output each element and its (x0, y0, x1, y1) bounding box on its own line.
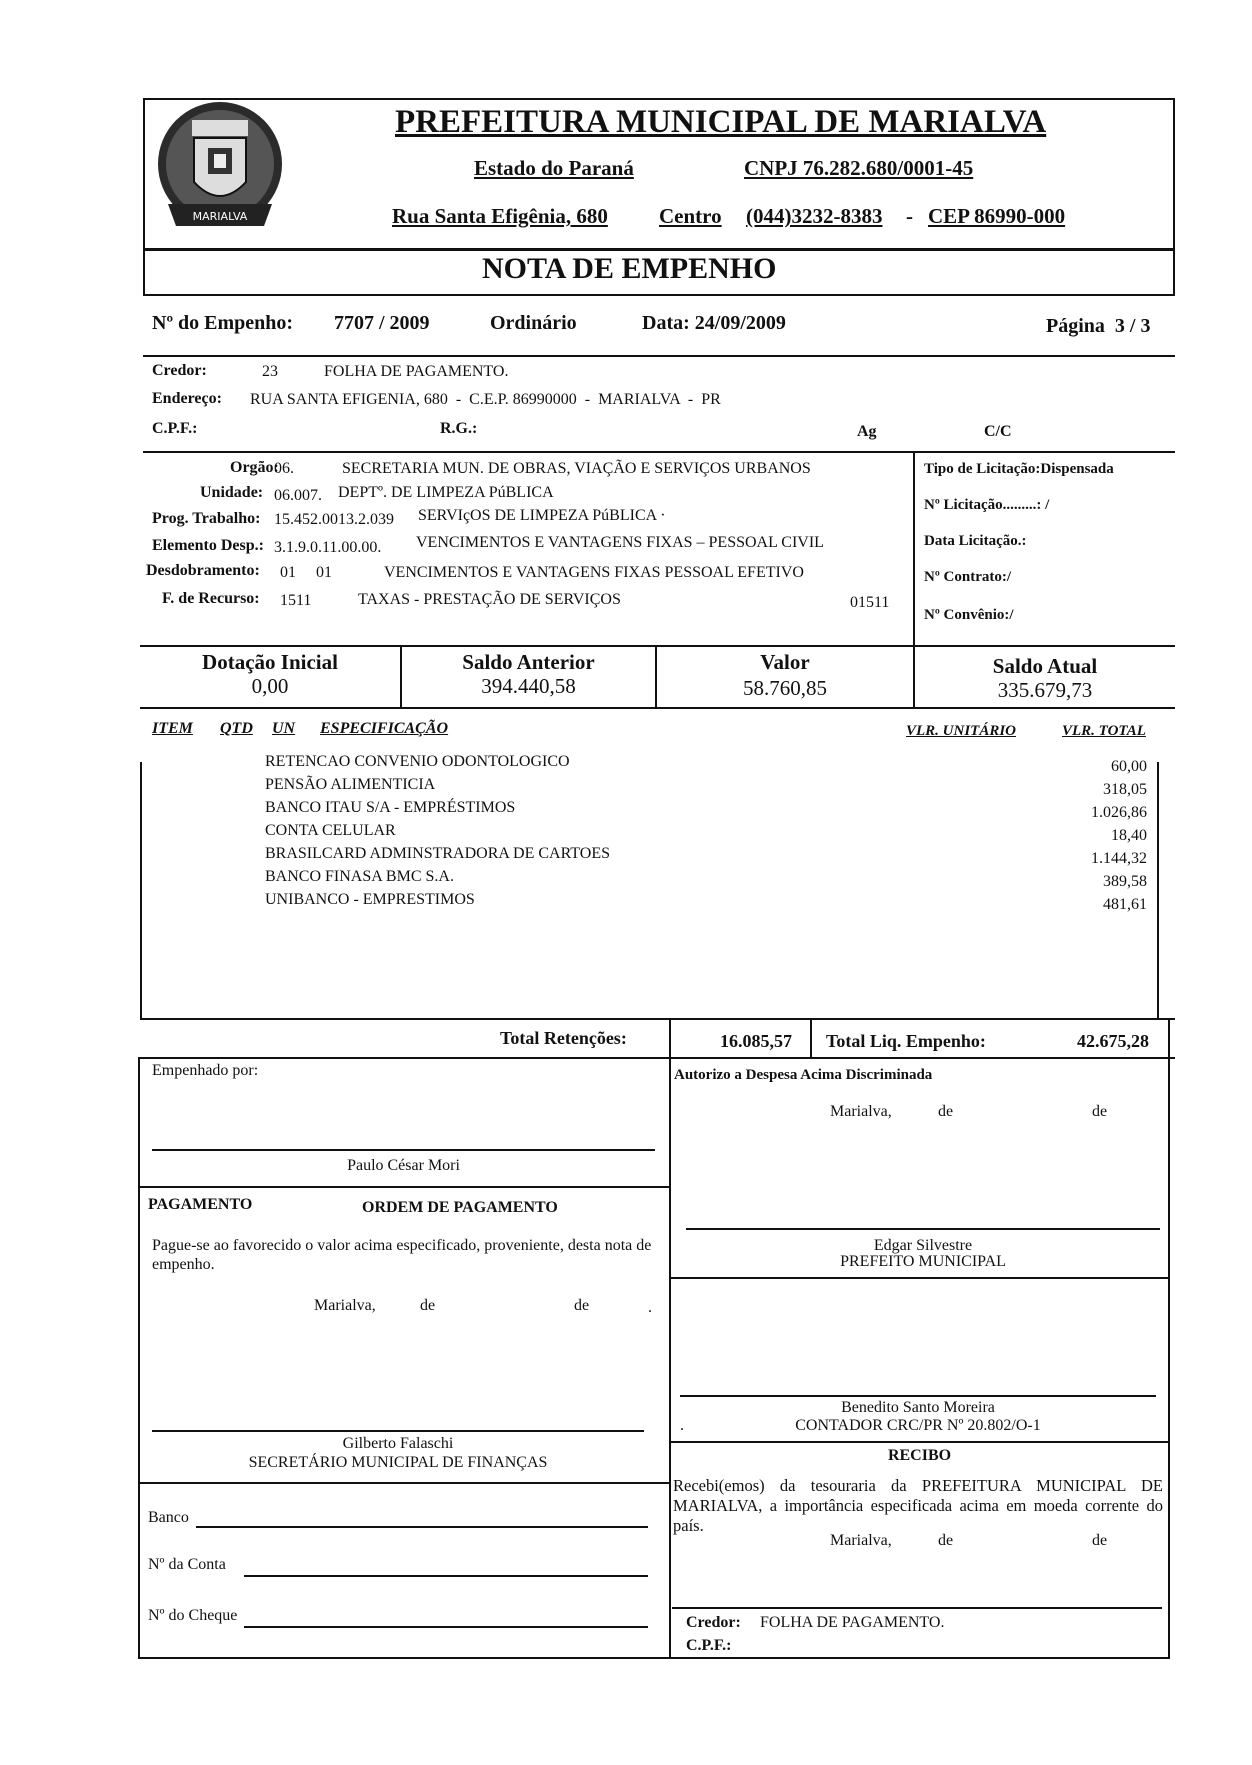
empenho-value: 7707 / 2009 (334, 312, 430, 334)
contador-signature-line (680, 1395, 1156, 1397)
list-item: BRASILCARD ADMINSTRADORA DE CARTOES 1.144,32 (265, 845, 1147, 867)
col-especificacao: ESPECIFICAÇÃO (320, 720, 449, 737)
address-text: Rua Santa Efigênia, 680 (392, 204, 608, 228)
desd-label: Desdobramento: (146, 562, 260, 579)
banco-divider (138, 1482, 670, 1484)
totals-divider (140, 707, 1175, 709)
col-un: UN (272, 720, 296, 737)
document-title: NOTA DE EMPENHO (482, 252, 777, 285)
col-item: ITEM (152, 720, 193, 737)
conta-label: Nº da Conta (148, 1556, 226, 1573)
contador-role: CONTADOR CRC/PR Nº 20.802/O-1 (795, 1417, 1041, 1434)
valor-label: Valor (760, 650, 810, 674)
empenhado-name: Paulo César Mori (347, 1157, 460, 1174)
licitacao-tipo: Tipo de Licitação:Dispensada (924, 461, 1114, 477)
center-text: Centro (659, 204, 722, 228)
autorizo-text: Autorizo a Despesa Acima Discriminada (674, 1067, 933, 1083)
right-de-2a: de (938, 1532, 954, 1549)
page-title: PREFEITURA MUNICIPAL DE MARIALVA (395, 104, 1047, 140)
contador-name: Benedito Santo Moreira (841, 1399, 995, 1416)
dash-text: - (906, 204, 913, 228)
empenho-label: Nº do Empenho: (152, 312, 294, 334)
col-vlr-total: VLR. TOTAL (1062, 723, 1146, 739)
left-de-2: de (574, 1297, 590, 1314)
page-number: Página 3 / 3 (1046, 315, 1151, 337)
recurso-label: F. de Recurso: (162, 590, 260, 607)
bottom-edge (138, 1657, 1170, 1659)
bottom-center-border (669, 1057, 671, 1659)
col-qtd: QTD (220, 720, 253, 737)
licitacao-contrato: Nº Contrato:/ (924, 569, 1012, 585)
secretario-signature-line (152, 1430, 644, 1432)
contador-dot: . (680, 1417, 684, 1434)
empenhado-label: Empenhado por: (152, 1062, 259, 1079)
empenhado-signature-line (152, 1149, 655, 1151)
prefeito-name: Edgar Silvestre (873, 1237, 973, 1254)
saldo-anterior-value: 394.440,58 (481, 674, 576, 698)
summary-bottom (140, 1057, 1175, 1059)
summary-top (140, 1018, 1175, 1020)
phone-text: (044)3232-8383 (746, 204, 883, 228)
ag-label: Ag (857, 423, 877, 440)
recibo-text: Recebi(emos) da tesouraria da PREFEITURA MUNICIPAL DE MARIALVA, a importância especificada acima em moeda corrente do país. (673, 1476, 1163, 1535)
right-de-1a: de (938, 1103, 954, 1120)
prog-label: Prog. Trabalho: (152, 510, 261, 527)
saldo-anterior-label: Saldo Anterior (462, 650, 595, 674)
orgao-code: 06. (274, 460, 294, 477)
cep-text: CEP 86990-000 (928, 204, 1066, 228)
left-marialva: Marialva, (314, 1297, 376, 1314)
valor-value: 58.760,85 (743, 676, 827, 700)
state-text: Estado do Paraná (474, 156, 634, 180)
orgao-name: SECRETARIA MUN. DE OBRAS, VIAÇÃO E SERVIÇOS URBANOS (342, 460, 811, 477)
recurso-name: TAXAS - PRESTAÇÃO DE SERVIÇOS (358, 591, 621, 608)
prog-name: SERVIçOS DE LIMPEZA PúBLICA · (418, 507, 666, 524)
saldo-atual-value: 335.679,73 (997, 678, 1093, 702)
recibo-credor-value: FOLHA DE PAGAMENTO. (760, 1614, 945, 1631)
total-liq-value: 42.675,28 (1077, 1031, 1149, 1051)
recibo-cpf-label: C.P.F.: (686, 1637, 732, 1654)
items-left-border (140, 762, 142, 1018)
right-marialva-1: Marialva, (830, 1103, 892, 1120)
unidade-code: 06.007. (274, 487, 322, 504)
licitacao-data: Data Licitação.: (924, 533, 1027, 549)
recibo-title: RECIBO (887, 1447, 952, 1464)
empenho-date: Data: 24/09/2009 (642, 312, 786, 334)
cheque-label: Nº do Cheque (148, 1607, 238, 1624)
licitacao-convenio: Nº Convênio:/ (924, 607, 1014, 623)
saldo-atual-label: Saldo Atual (992, 654, 1098, 678)
credor-label: Credor: (152, 362, 207, 379)
banco-label: Banco (148, 1509, 189, 1526)
unidade-name: DEPTº. DE LIMPEZA PúBLICA (338, 484, 554, 501)
conta-line (244, 1575, 648, 1577)
crest-text: MARIALVA (192, 210, 248, 223)
elem-code: 3.1.9.0.11.00.00. (274, 539, 382, 556)
elem-label: Elemento Desp.: (152, 537, 264, 554)
contador-divider (669, 1277, 1170, 1279)
credor-name: FOLHA DE PAGAMENTO. (324, 363, 509, 380)
secretario-role: SECRETÁRIO MUNICIPAL DE FINANÇAS (248, 1454, 548, 1471)
list-item: BANCO ITAU S/A - EMPRÉSTIMOS 1.026,86 (265, 799, 1147, 821)
licitacao-divider (913, 451, 915, 647)
banco-line (196, 1526, 648, 1528)
desd-code2: 01 (316, 564, 332, 581)
unidade-label: Unidade: (200, 484, 264, 501)
prog-code: 15.452.0013.2.039 (274, 511, 394, 528)
cpf-label: C.P.F.: (152, 420, 198, 437)
info-divider (143, 355, 1175, 357)
cheque-line (244, 1626, 648, 1628)
recibo-credor-label: Credor: (686, 1614, 741, 1631)
dotacao-value: 0,00 (251, 674, 289, 698)
ordem-title: ORDEM DE PAGAMENTO (362, 1199, 558, 1216)
orgao-label: Orgão: (230, 459, 279, 476)
orgao-divider (140, 645, 1175, 647)
licitacao-numero: Nº Licitação.........: / (924, 497, 1050, 513)
secretario-name: Gilberto Falaschi (342, 1435, 454, 1452)
list-item: PENSÃO ALIMENTICIA 318,05 (265, 776, 1147, 798)
items-right-border (1157, 762, 1159, 1018)
total-liq-label: Total Liq. Empenho: (826, 1031, 986, 1051)
desd-name: VENCIMENTOS E VANTAGENS FIXAS PESSOAL EFETIVO (384, 564, 804, 581)
credor-code: 23 (262, 363, 278, 380)
total-retencoes-value: 16.085,57 (720, 1031, 792, 1051)
left-de-1: de (420, 1297, 436, 1314)
credor-divider (143, 451, 1175, 453)
list-item: BANCO FINASA BMC S.A. 389,58 (265, 868, 1147, 890)
col-vlr-unitario: VLR. UNITÁRIO (906, 723, 1017, 739)
bottom-right-border (1168, 1057, 1170, 1659)
summary-div-2 (810, 1018, 812, 1059)
rg-label: R.G.: (440, 420, 478, 437)
pagamento-title: PAGAMENTO (148, 1196, 253, 1213)
credor-sign-line (672, 1607, 1162, 1609)
recurso-num: 01511 (850, 594, 890, 611)
recibo-divider (669, 1441, 1170, 1443)
summary-div-1 (669, 1018, 671, 1059)
prefeito-signature-line (686, 1228, 1160, 1230)
cc-label: C/C (984, 423, 1012, 440)
endereco-value: RUA SANTA EFIGENIA, 680 - C.E.P. 86990000 - MARIALVA - PR (250, 391, 721, 408)
empenho-type: Ordinário (490, 312, 577, 334)
prefeito-role: PREFEITO MUNICIPAL (840, 1253, 1006, 1270)
pague-text: Pague-se ao favorecido o valor acima especificado, proveniente, desta nota de empenho. (152, 1237, 652, 1273)
recurso-code: 1511 (280, 592, 312, 609)
total-retencoes-label: Total Retenções: (500, 1028, 627, 1048)
right-de-1b: de (1092, 1103, 1108, 1120)
left-dot: . (648, 1299, 652, 1316)
endereco-label: Endereço: (152, 390, 222, 407)
summary-right (1168, 1018, 1170, 1059)
pagamento-divider (138, 1186, 670, 1188)
list-item: UNIBANCO - EMPRESTIMOS 481,61 (265, 891, 1147, 913)
bottom-left-border (138, 1057, 140, 1659)
right-de-2b: de (1092, 1532, 1108, 1549)
cnpj-text: CNPJ 76.282.680/0001-45 (744, 156, 974, 180)
crest-logo (150, 92, 290, 242)
desd-code1: 01 (280, 564, 296, 581)
right-marialva-2: Marialva, (830, 1532, 892, 1549)
list-item: CONTA CELULAR 18,40 (265, 822, 1147, 844)
dotacao-label: Dotação Inicial (202, 650, 338, 674)
list-item: RETENCAO CONVENIO ODONTOLOGICO 60,00 (265, 753, 1147, 775)
elem-name: VENCIMENTOS E VANTAGENS FIXAS – PESSOAL CIVIL (416, 534, 824, 551)
